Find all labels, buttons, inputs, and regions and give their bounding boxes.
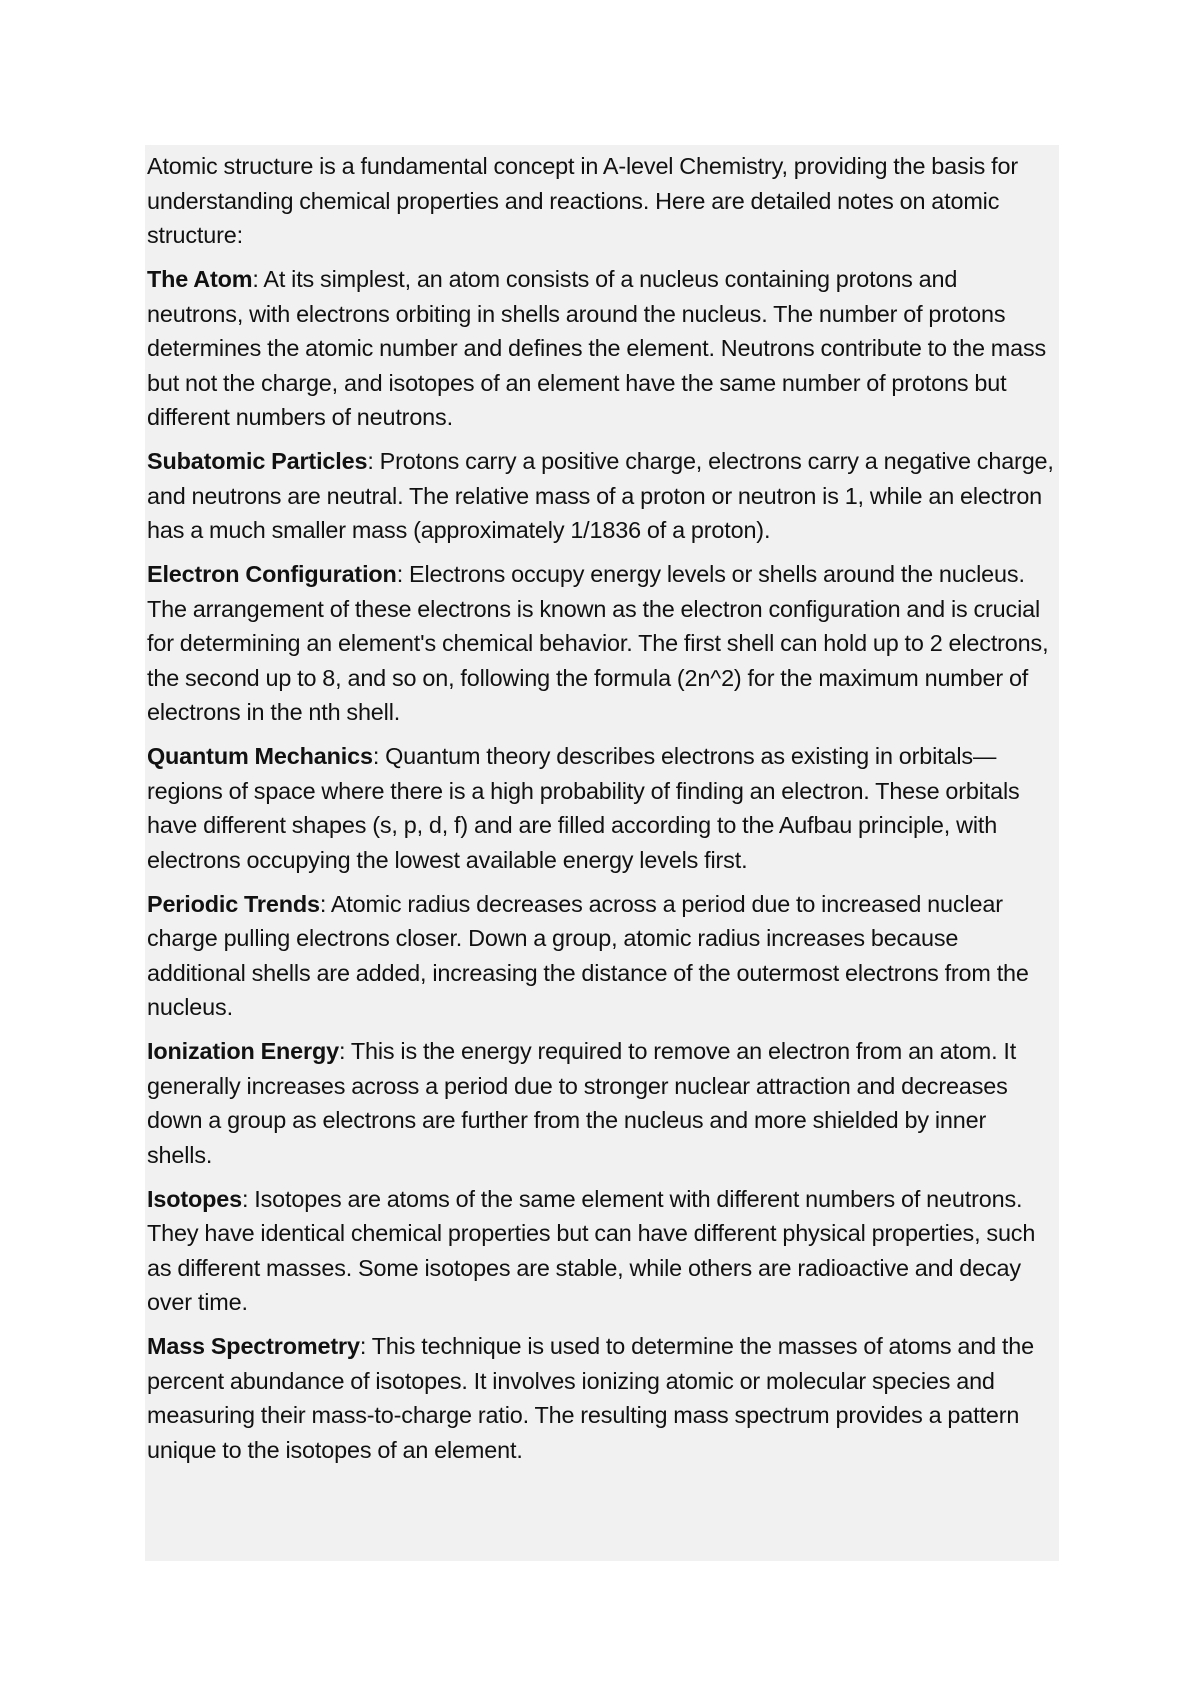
section-electron-configuration [147, 557, 1057, 730]
section-isotopes [147, 1182, 1057, 1320]
section-text: : This is the energy required to remove an electron from an atom. It generally increases across a period due to stronger nuclear attraction and decreases down a group as electrons are further from the nucleus and more shielded by inner shells. [147, 1038, 1017, 1168]
section-term: Ionization Energy [147, 1038, 339, 1064]
section-term: Mass Spectrometry [147, 1333, 360, 1359]
section-term: Periodic Trends [147, 890, 320, 917]
section-quantum-mechanics [147, 739, 1057, 877]
section-term: Quantum Mechanics [147, 743, 373, 769]
section-the-atom [147, 262, 1057, 435]
section-term: The Atom [147, 266, 253, 292]
intro-text: Atomic structure is a fundamental concept in A-level Chemistry, providing the basis for understanding chemical properties and reactions. Here are detailed notes on atomic structure: [147, 153, 1018, 248]
section-term: Subatomic Particles [147, 448, 368, 474]
section-text: : Isotopes are atoms of the same element with different numbers of neutrons. They have identical chemical properties but can have different physical properties, such as different masses. Some isotopes are stable, while others are radioactive and decay over time. [147, 1185, 1036, 1315]
section-subatomic-particles [147, 444, 1057, 548]
intro-paragraph [147, 149, 1057, 253]
section-periodic-trends [147, 887, 1057, 1025]
section-term: Electron Configuration [147, 561, 397, 587]
section-text: : Quantum theory describes electrons as existing in orbitals—regions of space where there is a high probability of finding an electron. These orbitals have different shapes (s, p, d, f) and are filled according to the Aufbau principle, with electrons occupying the lowest available energy levels first. [147, 743, 1020, 873]
highlighted-text-block [145, 145, 1059, 1561]
section-term: Isotopes [147, 1185, 242, 1212]
section-mass-spectrometry [147, 1329, 1057, 1467]
section-text: : Protons carry a positive charge, electrons carry a negative charge, and neutrons are neutral. The relative mass of a proton or neutron is 1, while an electron has a much smaller mass (approximately 1/1836 of a proton). [147, 448, 1054, 543]
section-text: : This technique is used to determine the masses of atoms and the percent abundance of isotopes. It involves ionizing atomic or molecular species and measuring their mass-to-charge ratio. The resulting mass spectrum provides a pattern unique to the isotopes of an element. [147, 1333, 1034, 1463]
section-text: : Electrons occupy energy levels or shells around the nucleus. The arrangement of these electrons is known as the electron configuration and is crucial for determining an element's chemical behavior. The first shell can hold up to 2 electrons, the second up to 8, and so on, following the formula (2n^2) for the maximum number of electrons in the nth shell. [147, 561, 1049, 725]
section-ionization-energy [147, 1034, 1057, 1172]
section-text: : At its simplest, an atom consists of a nucleus containing protons and neutrons, with electrons orbiting in shells around the nucleus. The number of protons determines the atomic number and defines the element. Neutrons contribute to the mass but not the charge, and isotopes of an element have the same number of protons but different numbers of neutrons. [147, 266, 1047, 430]
section-text: : Atomic radius decreases across a period due to increased nuclear charge pulling electrons closer. Down a group, atomic radius increases because additional shells are added, increasing the distance of the outermost electrons from the nucleus. [147, 890, 1029, 1020]
